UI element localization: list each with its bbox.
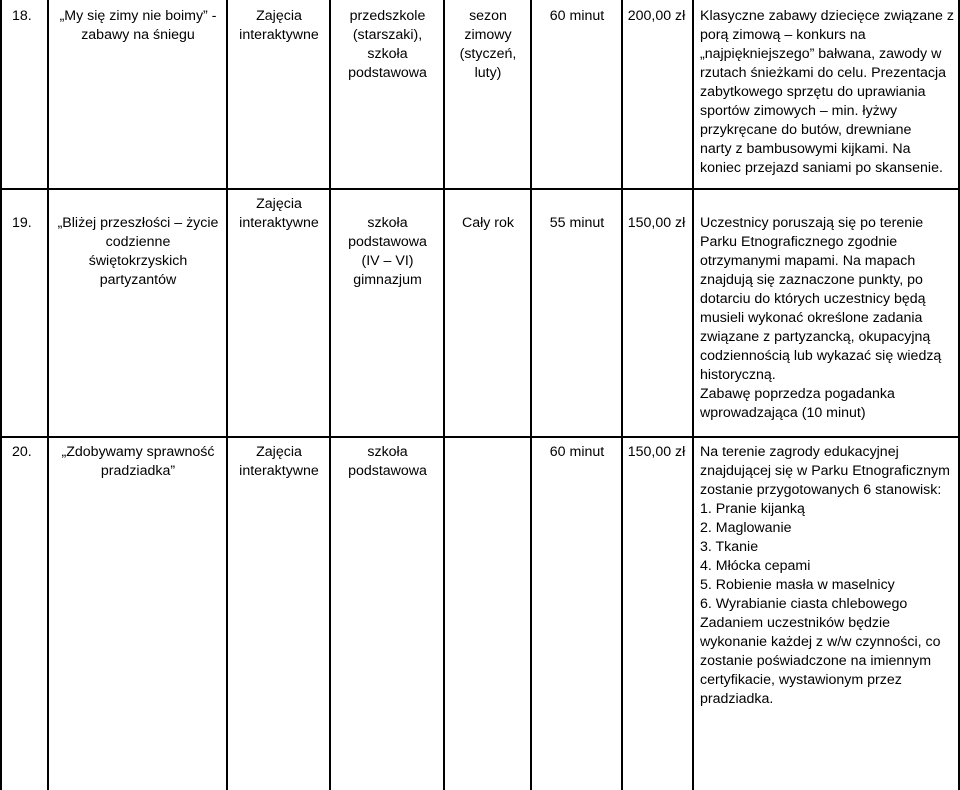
activity-form: Zajęcia interaktywne [239,8,319,43]
column-divider [530,0,532,790]
target-audience: szkoła podstawowa (IV – VI) gimnazjum [348,215,427,288]
row-number: 20. [12,444,32,460]
column-divider [692,0,694,790]
column-divider [621,0,623,790]
duration: 60 minut [549,444,605,460]
column-divider [226,0,228,790]
column-divider [47,0,49,790]
activity-title: „My się zimy nie boimy” - zabawy na śniegu [59,8,217,43]
table-border-left [0,0,2,790]
price: 150,00 zł [627,444,686,460]
description: Uczestnicy poruszają się po terenie Parku Etnograficznego zgodnie otrzymanymi mapami. Na mapach znajdują się zaznaczone punkty, po dotarciu do których uczestnicy będą musieli wykonać określone zadania związane z partyzancką, okupacyjną codziennością lub wykazać się wiedzą historyczną. Zabawę poprzedza pogadanka wprowadzająca (10 minut) [700,215,942,421]
description: Klasyczne zabawy dziecięce związane z porą zimową – konkurs na „najpiękniejszego” bałwana, zawody w rzutach śnieżkami do celu. Prezentacja zabytkowego sprzętu do uprawiania sportów zimowych – min. łyżwy przykręcane do butów, drewniane narty z bambusowymi kijkami. Na koniec przejazd saniami po skansenie. [700,8,954,176]
activity-title: „Bliżej przeszłości – życie codzienne świętokrzyskich partyzantów [57,215,219,288]
price: 200,00 zł [627,8,686,24]
row-number: 19. [12,215,32,231]
duration: 55 minut [549,215,605,231]
row-divider [0,188,960,190]
price: 150,00 zł [627,215,686,231]
column-divider [443,0,445,790]
description: Na terenie zagrody edukacyjnej znajdującej się w Parku Etnograficznym zostanie przygotowanych 6 stanowisk: 1. Pranie kijanką 2. Maglowanie 3. Tkanie 4. Młócka cepami 5. Robienie masła w maselnicy 6. Wyrabianie ciasta chlebowego Zadaniem uczestników będzie wykonanie każdej z w/w czynności, co zostanie poświadczone na imiennym certyfikacie, wystawionym przez pradziadka. [700,444,950,707]
target-audience: szkoła podstawowa [348,444,427,479]
activity-title: „Zdobywamy sprawność pradziadka” [61,444,215,479]
activity-form: Zajęcia interaktywne [239,196,319,231]
row-divider [0,436,960,438]
activity-form: Zajęcia interaktywne [239,444,319,479]
duration: 60 minut [549,8,605,24]
term: Cały rok [461,215,515,231]
target-audience: przedszkole (starszaki), szkoła podstawowa [348,8,427,81]
row-number: 18. [12,8,32,24]
column-divider [329,0,331,790]
term: sezon zimowy (styczeń, luty) [459,8,517,81]
